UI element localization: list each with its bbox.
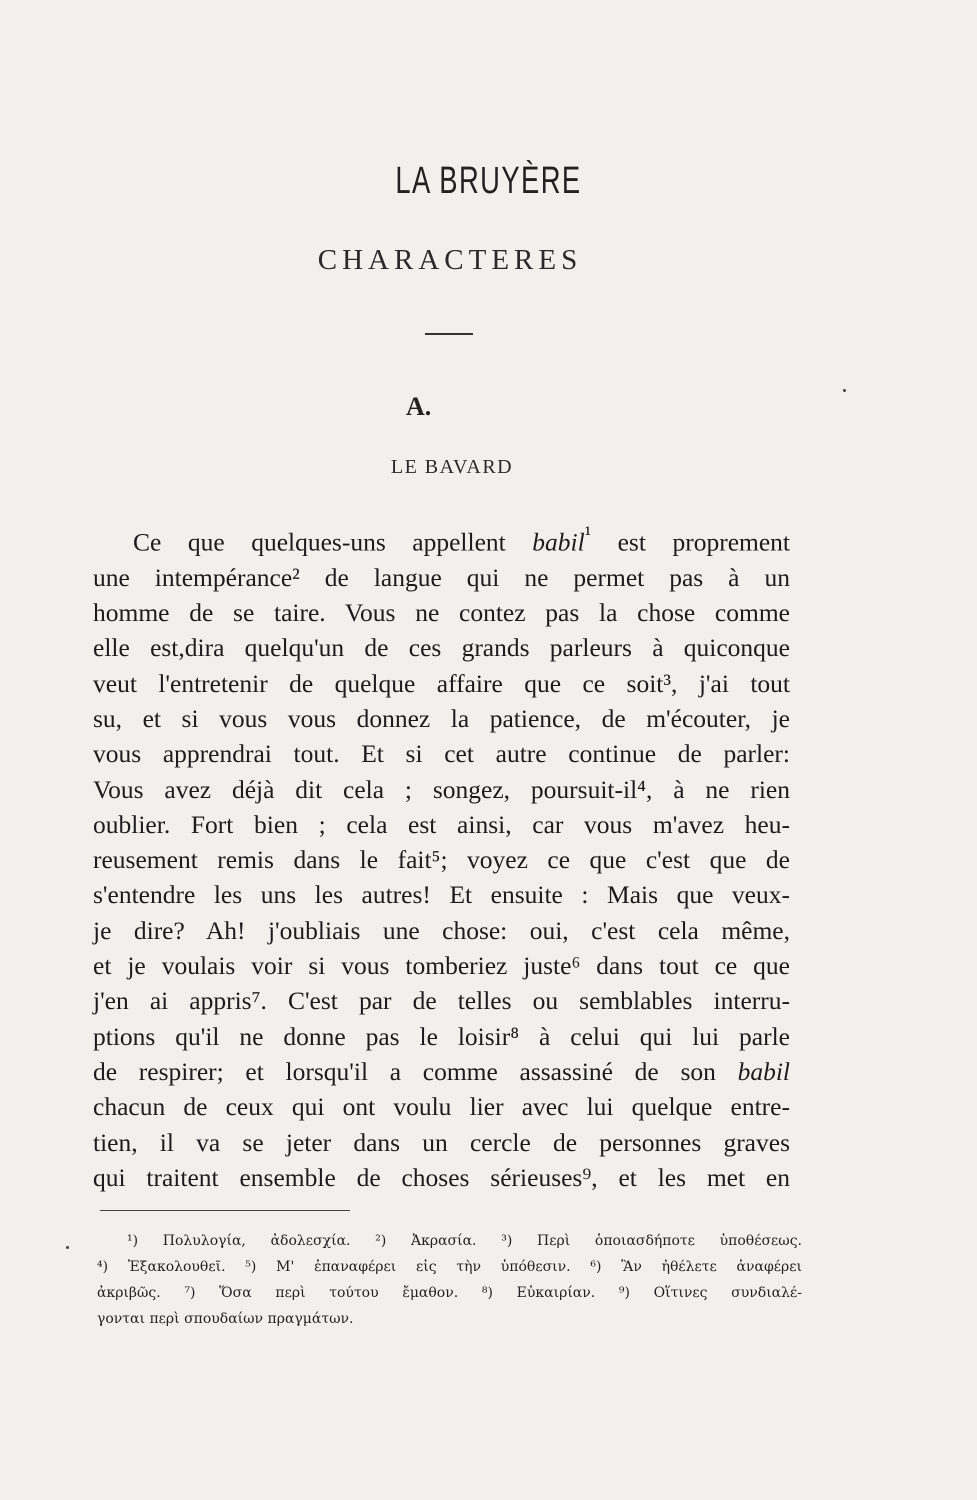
body-line: j'en ai appris⁷. C'est par de telles ou semblables interru-	[93, 986, 790, 1016]
body-line: ptions qu'il ne donne pas le loisir⁸ à celui qui lui parle	[93, 1021, 790, 1051]
body-line: chacun de ceux qui ont voulu lier avec lui quelque entre-	[93, 1092, 790, 1122]
body-line: veut l'entretenir de quelque affaire que ce soit³, j'ai tout	[93, 668, 790, 698]
body-line: Vous avez déjà dit cela ; songez, poursuit-il⁴, à ne rien	[93, 774, 790, 804]
section-letter: A.	[406, 392, 432, 421]
body-line: s'entendre les uns les autres! Et ensuite : Mais que veux-	[93, 880, 790, 910]
body-line: de respirer; et lorsqu'il a comme assassiné de son babil	[93, 1056, 790, 1086]
body-line: oublier. Fort bien ; cela est ainsi, car vous m'avez heu-	[93, 809, 790, 839]
body-line: et je voulais voir si vous tomberiez juste⁶ dans tout ce que	[93, 951, 790, 981]
paper-speck	[66, 1246, 69, 1249]
footnote-line: γονται περὶ σπουδαίων πραγμάτων.	[97, 1311, 354, 1327]
footnote-line: ⁴) Ἐξακολουθεῖ. ⁵) Μ' ἐπαναφέρει εἰς τὴν ὑπόθεσιν. ⁶) Ἂν ἠθέλετε ἀναφέρει	[97, 1259, 802, 1275]
italic-term: babil	[532, 527, 585, 557]
body-line: reusement remis dans le fait⁵; voyez ce que c'est que de	[93, 845, 790, 875]
body-line: elle est,dira quelqu'un de ces grands parleurs à quiconque	[93, 633, 790, 663]
footnote-ref: ¹	[584, 522, 592, 546]
body-line: tien, il va se jeter dans un cercle de personnes graves	[93, 1127, 790, 1157]
section-title: LE BAVARD	[390, 456, 514, 478]
footnote-line: ἀκριβῶς. ⁷) Ὅσα περὶ τούτου ἔμαθον. ⁸) Εὐκαιρίαν. ⁹) Οἵτινες συνδιαλέ-	[97, 1285, 802, 1301]
body-line: je dire? Ah! j'oubliais une chose: oui, c'est cela même,	[93, 915, 790, 945]
footnotes	[97, 1228, 802, 1332]
italic-term: babil	[737, 1056, 790, 1086]
body-paragraph	[93, 517, 790, 1195]
body-line: vous apprendrai tout. Et si cet autre continue de parler:	[93, 739, 790, 769]
work-title: CHARACTERES	[317, 244, 583, 276]
author-title: LA BRUYÈRE	[395, 160, 582, 202]
body-line: qui traitent ensemble de choses sérieuses⁹, et les met en	[93, 1162, 790, 1192]
body-line: su, et si vous vous donnez la patience, de m'écouter, je	[93, 703, 790, 733]
title-divider	[425, 333, 473, 335]
body-line: homme de se taire. Vous ne contez pas la chose comme	[93, 598, 790, 628]
footnote-line: ¹) Πολυλογία, ἀδολεσχία. ²) Ἀκρασία. ³) Περὶ ὁποιασδήποτε ὑποθέσεως.	[127, 1233, 802, 1249]
paper-speck	[843, 389, 846, 392]
body-line: Ce que quelques-uns appellent babil$^{^1}$ est proprement	[133, 522, 790, 557]
footnote-divider	[100, 1210, 350, 1211]
body-line: une intempérance² de langue qui ne permet pas à un	[93, 562, 790, 592]
